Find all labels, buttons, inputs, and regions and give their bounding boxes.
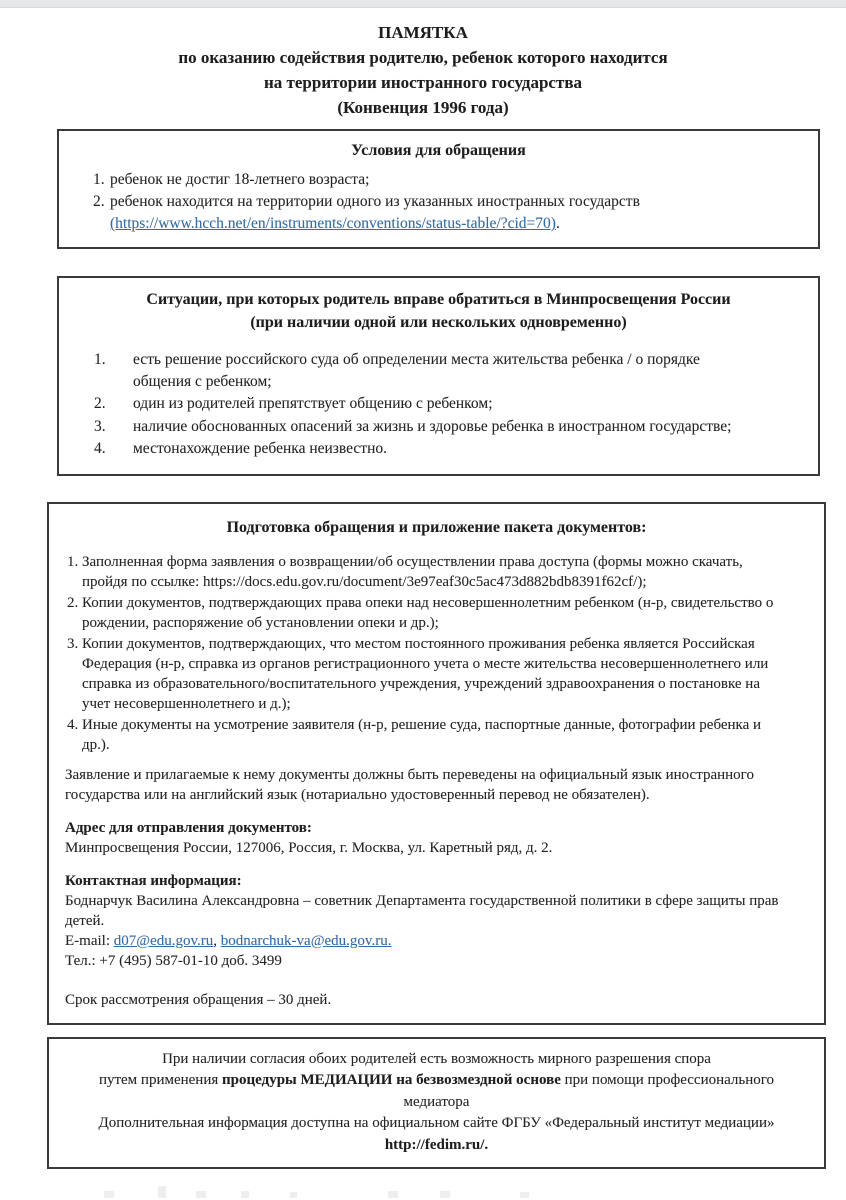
list-item bbox=[94, 349, 800, 392]
list-item-text: Копии документов, подтверждающих права опеки над несовершеннолетним ребенком (н-р, свидетельство о рождении, распоряжение об установлении опеки и др.); bbox=[82, 594, 774, 631]
list-item bbox=[65, 715, 808, 755]
title-line-3: на территории иностранного государства bbox=[263, 73, 583, 92]
list-item-number: 3. bbox=[67, 635, 79, 652]
list-item bbox=[93, 191, 800, 235]
list-item-text: Копии документов, подтверждающих, что местом постоянного проживания ребенка является Российская Федерация (н-р, справка из органов регистрационного учета о месте жительства несовершеннолетнего или справка из образовательного/воспитательного учреждения, учреждений здравоохранения о постановке на учет несовершеннолетнего и д.); bbox=[82, 635, 769, 712]
list-item bbox=[65, 634, 808, 714]
conditions-header: Условия для обращения bbox=[351, 142, 526, 159]
review-period: Срок рассмотрения обращения – 30 дней. bbox=[65, 991, 332, 1008]
documents-box bbox=[47, 502, 826, 1025]
mediation-line-2 bbox=[61, 1070, 812, 1092]
scan-edge-bar bbox=[0, 0, 846, 8]
email-separator: , bbox=[213, 932, 221, 949]
situations-header-line-2: (при наличии одной или нескольких одновременно) bbox=[250, 314, 627, 331]
list-item-text: Заполненная форма заявления о возвращении/об осуществлении права доступа (формы можно скачать, пройдя по ссылке: https://docs.edu.gov.ru/document/3e97eaf30c5ac473d882bdb8391f62cf/); bbox=[82, 553, 743, 590]
mediation-line-1: При наличии согласия обоих родителей есть возможность мирного разрешения спора bbox=[162, 1050, 711, 1067]
mediation-bold-text: процедуры МЕДИАЦИИ на безвозмездной основе bbox=[222, 1072, 561, 1088]
translation-note: Заявление и прилагаемые к нему документы должны быть переведены на официальный язык иностранного государства или на английский язык (нотариально удостоверенный перевод не обязателен). bbox=[65, 766, 754, 803]
email-label: E-mail: bbox=[65, 932, 114, 949]
list-item-number: 2. bbox=[94, 395, 106, 412]
list-item-text bbox=[110, 191, 770, 235]
contact-label: Контактная информация: bbox=[65, 872, 242, 889]
contact-person: Боднарчук Василина Александровна – советник Департамента государственной политики в сфере защиты прав детей. bbox=[65, 892, 779, 929]
hcch-status-table-link[interactable]: (https://www.hcch.net/en/instruments/conventions/status-table/?cid=70) bbox=[110, 215, 556, 232]
mediation-box bbox=[47, 1037, 826, 1170]
list-item-text: Иные документы на усмотрение заявителя (н-р, решение суда, паспортные данные, фотографии ребенка и др.). bbox=[82, 716, 762, 753]
situations-header bbox=[77, 288, 800, 334]
list-item bbox=[94, 438, 800, 460]
list-item-text: один из родителей препятствует общению с ребенком; bbox=[133, 395, 493, 412]
situations-box bbox=[57, 276, 820, 476]
list-item-number: 4. bbox=[94, 440, 106, 457]
address-label: Адрес для отправления документов: bbox=[65, 819, 312, 836]
fedim-url: http://fedim.ru/. bbox=[384, 1136, 489, 1153]
title-line-4: (Конвенция 1996 года) bbox=[337, 98, 509, 117]
contact-section bbox=[65, 871, 808, 971]
address-section bbox=[65, 818, 808, 858]
phone-line: Тел.: +7 (495) 587-01-10 доб. 3499 bbox=[65, 952, 282, 969]
list-item-number: 2. bbox=[93, 193, 105, 210]
document-title bbox=[0, 0, 846, 120]
list-item-number: 2. bbox=[67, 594, 79, 611]
email-link-d07[interactable]: d07@edu.gov.ru bbox=[113, 932, 214, 949]
documents-header: Подготовка обращения и приложение пакета документов: bbox=[226, 518, 647, 536]
conditions-box bbox=[57, 129, 820, 249]
list-item-text: наличие обоснованных опасений за жизнь и здоровье ребенка в иностранном государстве; bbox=[133, 417, 732, 435]
list-item-number: 1. bbox=[93, 171, 105, 188]
list-item-text: местонахождение ребенка неизвестно. bbox=[133, 440, 387, 457]
list-item-number: 4. bbox=[67, 716, 79, 733]
title-line-2: по оказанию содействия родителю, ребенок которого находится bbox=[178, 48, 668, 67]
list-item bbox=[65, 552, 808, 592]
email-link-bodnarchuk[interactable]: bodnarchuk-va@edu.gov.ru. bbox=[220, 932, 392, 949]
title-line-1: ПАМЯТКА bbox=[378, 23, 468, 42]
list-item-text: ребенок не достиг 18-летнего возраста; bbox=[110, 171, 370, 188]
mediation-line-2-pre: путем применения bbox=[98, 1072, 223, 1088]
list-item-number: 1. bbox=[67, 553, 79, 570]
list-item bbox=[94, 393, 800, 415]
list-item-text: есть решение российского суда об определении места жительства ребенка / о порядке общения с ребенком; bbox=[133, 351, 700, 390]
mediation-line-4: Дополнительная информация доступна на официальном сайте ФГБУ «Федеральный институт медиации» bbox=[98, 1115, 775, 1131]
list-item-number: 3. bbox=[94, 417, 106, 435]
list-item bbox=[94, 416, 800, 438]
email-line bbox=[65, 931, 808, 951]
situations-header-line-1: Ситуации, при которых родитель вправе обратиться в Минпросвещения России bbox=[146, 291, 731, 308]
list-item bbox=[93, 169, 800, 191]
address-value: Минпросвещения России, 127006, Россия, г. Москва, ул. Каретный ряд, д. 2. bbox=[65, 839, 553, 856]
mediation-line-3: медиатора bbox=[403, 1093, 470, 1110]
mediation-line-2-post: при помощи профессионального bbox=[560, 1072, 775, 1088]
list-item bbox=[65, 593, 808, 633]
list-item-text-lead: ребенок находится на территории одного из указанных иностранных государств bbox=[110, 193, 640, 210]
list-item-text-suffix: . bbox=[555, 215, 560, 232]
list-item-number: 1. bbox=[94, 351, 106, 368]
